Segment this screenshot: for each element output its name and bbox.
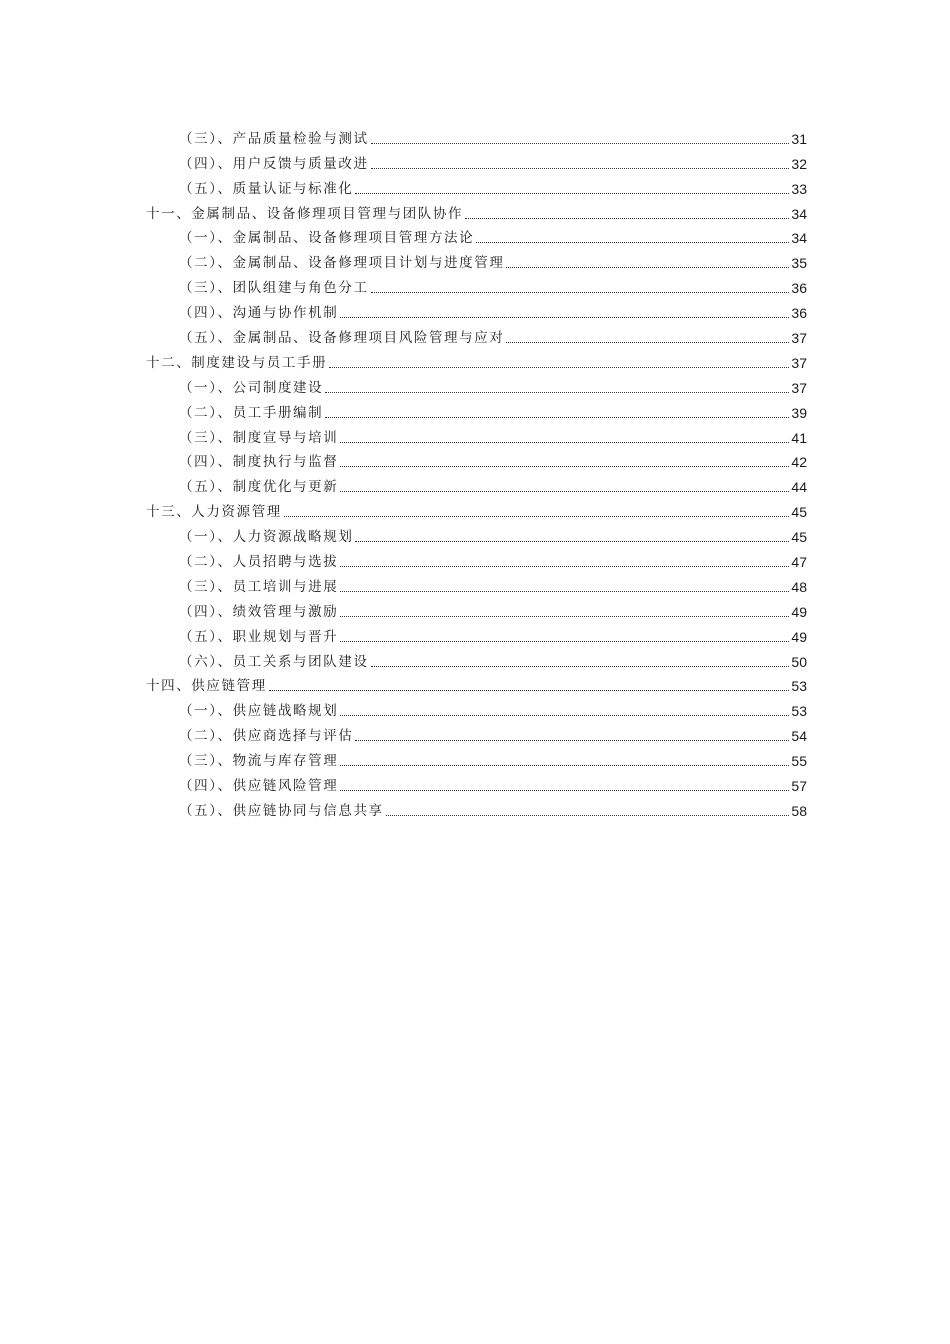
toc-leader-dots	[340, 466, 789, 467]
toc-page-number: 37	[791, 379, 807, 396]
toc-page-number: 54	[791, 728, 807, 745]
toc-entry[interactable]	[146, 273, 807, 298]
toc-entry[interactable]	[146, 323, 807, 348]
toc-entry-title: （四）、制度执行与监督	[179, 454, 339, 471]
toc-page-number: 37	[791, 330, 807, 347]
toc-entry[interactable]	[146, 647, 807, 672]
toc-page-number: 49	[791, 603, 807, 620]
toc-leader-dots	[340, 790, 789, 791]
toc-leader-dots	[340, 591, 789, 592]
toc-chapter-entry[interactable]	[146, 497, 807, 522]
toc-leader-dots	[340, 765, 789, 766]
toc-page-number: 57	[791, 778, 807, 795]
toc-entry-title: （一）、人力资源战略规划	[179, 529, 354, 546]
toc-entry[interactable]	[146, 771, 807, 796]
toc-leader-dots	[506, 342, 789, 343]
toc-chapter-entry[interactable]	[146, 199, 807, 224]
toc-entry-title: （五）、金属制品、设备修理项目风险管理与应对	[179, 330, 505, 347]
toc-leader-dots	[465, 218, 789, 219]
toc-entry-title: （二）、人员招聘与选拔	[179, 554, 339, 571]
toc-leader-dots	[340, 317, 789, 318]
toc-entry-title: （三）、制度宣导与培训	[179, 429, 339, 446]
toc-entry-title: 十三、人力资源管理	[146, 504, 282, 521]
toc-leader-dots	[340, 442, 789, 443]
toc-entry-title: （三）、物流与库存管理	[179, 753, 339, 770]
toc-entry-title: （四）、沟通与协作机制	[179, 305, 339, 322]
toc-entry[interactable]	[146, 522, 807, 547]
toc-page-number: 36	[791, 280, 807, 297]
toc-entry[interactable]	[146, 597, 807, 622]
toc-entry-title: （六）、员工关系与团队建设	[179, 653, 369, 670]
toc-leader-dots	[371, 143, 790, 144]
toc-entry-title: 十二、制度建设与员工手册	[146, 354, 328, 371]
toc-entry[interactable]	[146, 547, 807, 572]
toc-entry-title: （三）、产品质量检验与测试	[179, 130, 369, 147]
toc-leader-dots	[340, 566, 789, 567]
toc-page-number: 44	[791, 479, 807, 496]
toc-leader-dots	[284, 516, 790, 517]
toc-page-number: 35	[791, 255, 807, 272]
toc-page-number: 39	[791, 404, 807, 421]
toc-entry-title: （五）、供应链协同与信息共享	[179, 802, 384, 819]
toc-entry-title: 十四、供应链管理	[146, 678, 267, 695]
toc-entry-title: （四）、用户反馈与质量改进	[179, 155, 369, 172]
toc-page-number: 41	[791, 429, 807, 446]
toc-entry-title: （五）、职业规划与晋升	[179, 628, 339, 645]
toc-entry[interactable]	[146, 746, 807, 771]
toc-entry-title: （一）、供应链战略规划	[179, 703, 339, 720]
toc-page-number: 33	[791, 180, 807, 197]
toc-entry[interactable]	[146, 174, 807, 199]
toc-page-number: 55	[791, 753, 807, 770]
toc-entry[interactable]	[146, 423, 807, 448]
toc-entry-title: （三）、员工培训与进展	[179, 578, 339, 595]
toc-chapter-entry[interactable]	[146, 672, 807, 697]
toc-entry-title: （一）、公司制度建设	[179, 379, 324, 396]
toc-leader-dots	[329, 367, 789, 368]
toc-entry[interactable]	[146, 622, 807, 647]
toc-entry-title: （二）、供应商选择与评估	[179, 728, 354, 745]
toc-entry[interactable]	[146, 224, 807, 249]
table-of-contents	[146, 124, 807, 821]
toc-entry-title: （二）、员工手册编制	[179, 404, 324, 421]
toc-entry[interactable]	[146, 696, 807, 721]
toc-entry-title: （五）、质量认证与标准化	[179, 180, 354, 197]
toc-page-number: 34	[791, 230, 807, 247]
toc-page-number: 48	[791, 578, 807, 595]
toc-page-number: 45	[791, 529, 807, 546]
toc-entry[interactable]	[146, 248, 807, 273]
toc-page-number: 47	[791, 554, 807, 571]
toc-leader-dots	[340, 491, 789, 492]
toc-entry[interactable]	[146, 472, 807, 497]
toc-page-number: 45	[791, 504, 807, 521]
toc-leader-dots	[355, 541, 789, 542]
toc-entry[interactable]	[146, 796, 807, 821]
toc-entry[interactable]	[146, 124, 807, 149]
toc-page-number: 34	[791, 205, 807, 222]
toc-entry[interactable]	[146, 448, 807, 473]
toc-entry[interactable]	[146, 398, 807, 423]
toc-page-number: 49	[791, 628, 807, 645]
toc-entry[interactable]	[146, 373, 807, 398]
toc-leader-dots	[371, 666, 790, 667]
toc-entry-title: （五）、制度优化与更新	[179, 479, 339, 496]
toc-leader-dots	[386, 815, 790, 816]
toc-leader-dots	[325, 417, 789, 418]
toc-leader-dots	[269, 690, 790, 691]
toc-leader-dots	[340, 641, 789, 642]
toc-leader-dots	[340, 616, 789, 617]
toc-entry[interactable]	[146, 721, 807, 746]
toc-leader-dots	[371, 168, 790, 169]
toc-page-number: 58	[791, 802, 807, 819]
toc-page-number: 50	[791, 653, 807, 670]
toc-entry-title: （四）、绩效管理与激励	[179, 603, 339, 620]
toc-entry-title: （四）、供应链风险管理	[179, 778, 339, 795]
toc-page-number: 31	[791, 130, 807, 147]
toc-page-number: 42	[791, 454, 807, 471]
toc-entry-title: （二）、金属制品、设备修理项目计划与进度管理	[179, 255, 505, 272]
toc-leader-dots	[355, 740, 789, 741]
toc-leader-dots	[340, 715, 789, 716]
toc-leader-dots	[506, 267, 789, 268]
toc-entry-title: （一）、金属制品、设备修理项目管理方法论	[179, 230, 475, 247]
toc-leader-dots	[325, 392, 789, 393]
toc-entry-title: 十一、金属制品、设备修理项目管理与团队协作	[146, 205, 464, 222]
toc-leader-dots	[355, 193, 789, 194]
toc-leader-dots	[371, 292, 790, 293]
toc-page-number: 32	[791, 155, 807, 172]
toc-entry[interactable]	[146, 298, 807, 323]
toc-chapter-entry[interactable]	[146, 348, 807, 373]
toc-page-number: 36	[791, 305, 807, 322]
toc-entry[interactable]	[146, 572, 807, 597]
toc-entry[interactable]	[146, 149, 807, 174]
toc-page-number: 53	[791, 703, 807, 720]
toc-entry-title: （三）、团队组建与角色分工	[179, 280, 369, 297]
toc-leader-dots	[476, 242, 789, 243]
toc-page-number: 53	[791, 678, 807, 695]
toc-page-number: 37	[791, 354, 807, 371]
